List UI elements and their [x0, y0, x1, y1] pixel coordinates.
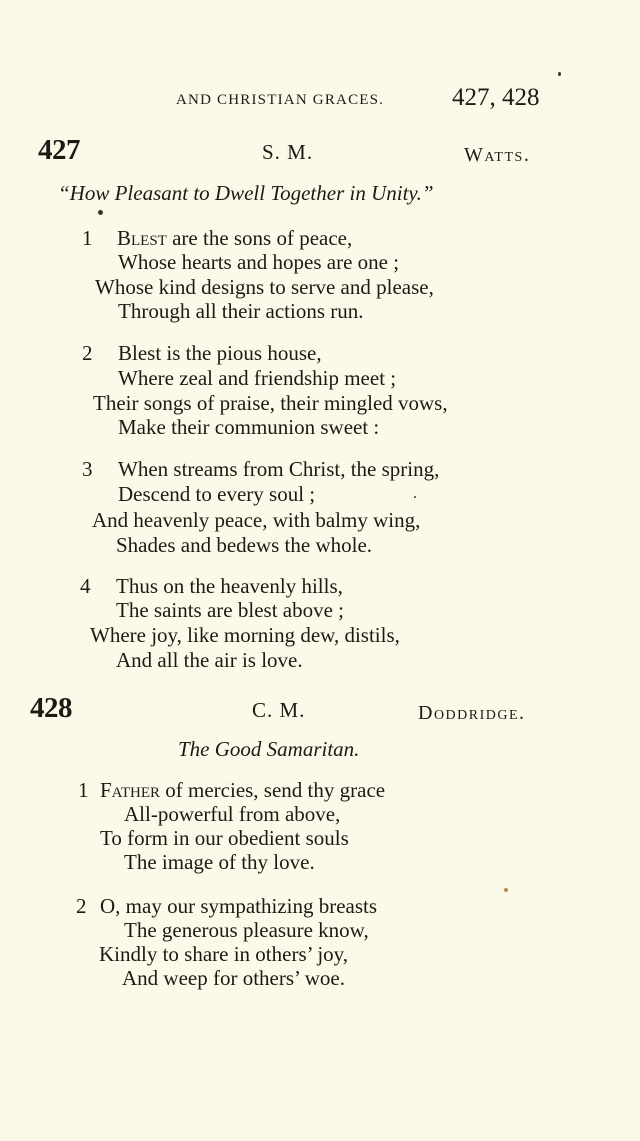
- verse-line: The image of thy love.: [124, 850, 315, 874]
- verse-line: The saints are blest above ;: [116, 598, 345, 622]
- verse-line: Where joy, like morning dew, distils,: [90, 623, 400, 647]
- stanza-number: 1: [78, 778, 89, 802]
- hymn-number-428: 428: [30, 692, 72, 724]
- print-speck: [558, 72, 561, 76]
- verse-line: And heavenly peace, with balmy wing,: [92, 508, 421, 532]
- verse-line: All-powerful from above,: [124, 802, 341, 826]
- verse-line: Where zeal and friendship meet ;: [118, 366, 397, 390]
- verse-line: And all the air is love.: [116, 648, 303, 672]
- verse-line: Descend to every soul ;: [118, 482, 316, 506]
- verse-line: [100, 778, 385, 803]
- verse-line: Thus on the heavenly hills,: [116, 574, 343, 598]
- verse-line: Whose hearts and hopes are one ;: [118, 250, 400, 274]
- hymn-428-author: Doddridge.: [418, 702, 526, 724]
- verse-initial-word: Father: [100, 778, 161, 802]
- verse-line: To form in our obedient souls: [100, 826, 349, 850]
- verse-line: Their songs of praise, their mingled vows,: [93, 391, 448, 415]
- stanza-number: 4: [80, 574, 91, 598]
- verse-line: Kindly to share in others’ joy,: [99, 942, 349, 966]
- verse-line: Whose kind designs to serve and please,: [95, 275, 434, 299]
- verse-initial-word: Blest: [117, 226, 167, 250]
- hymn-427-meter: S. M.: [262, 140, 314, 164]
- verse-line: Blest is the pious house,: [118, 341, 322, 365]
- running-head: AND CHRISTIAN GRACES.: [176, 92, 385, 108]
- print-speck: [504, 888, 508, 892]
- verse-line: And weep for others’ woe.: [122, 966, 345, 990]
- verse-line-text: of mercies, send thy grace: [165, 778, 386, 802]
- verse-line: O, may our sympathizing breasts: [100, 894, 378, 918]
- verse-line-text: are the sons of peace,: [172, 226, 353, 250]
- print-speck: [414, 496, 416, 498]
- hymn-428-meter: C. M.: [252, 698, 306, 722]
- page-numbers: 427, 428: [452, 84, 540, 111]
- verse-line: [117, 226, 352, 251]
- stanza-number: 2: [76, 894, 87, 918]
- stanza-number: 2: [82, 341, 93, 365]
- hymn-427-author: Watts.: [464, 144, 531, 166]
- verse-line: The generous pleasure know,: [124, 918, 369, 942]
- verse-line: When streams from Christ, the spring,: [118, 457, 440, 481]
- hymn-number-427: 427: [38, 134, 80, 166]
- verse-line: Through all their actions run.: [118, 299, 364, 323]
- hymn-427-title: “How Pleasant to Dwell Together in Unity.”: [58, 181, 434, 205]
- print-speck: [98, 210, 103, 215]
- hymn-428-title: The Good Samaritan.: [178, 737, 360, 761]
- verse-line: Make their communion sweet :: [118, 415, 380, 439]
- stanza-number: 3: [82, 457, 93, 481]
- stanza-number: 1: [82, 226, 93, 250]
- verse-line: Shades and bedews the whole.: [116, 533, 373, 557]
